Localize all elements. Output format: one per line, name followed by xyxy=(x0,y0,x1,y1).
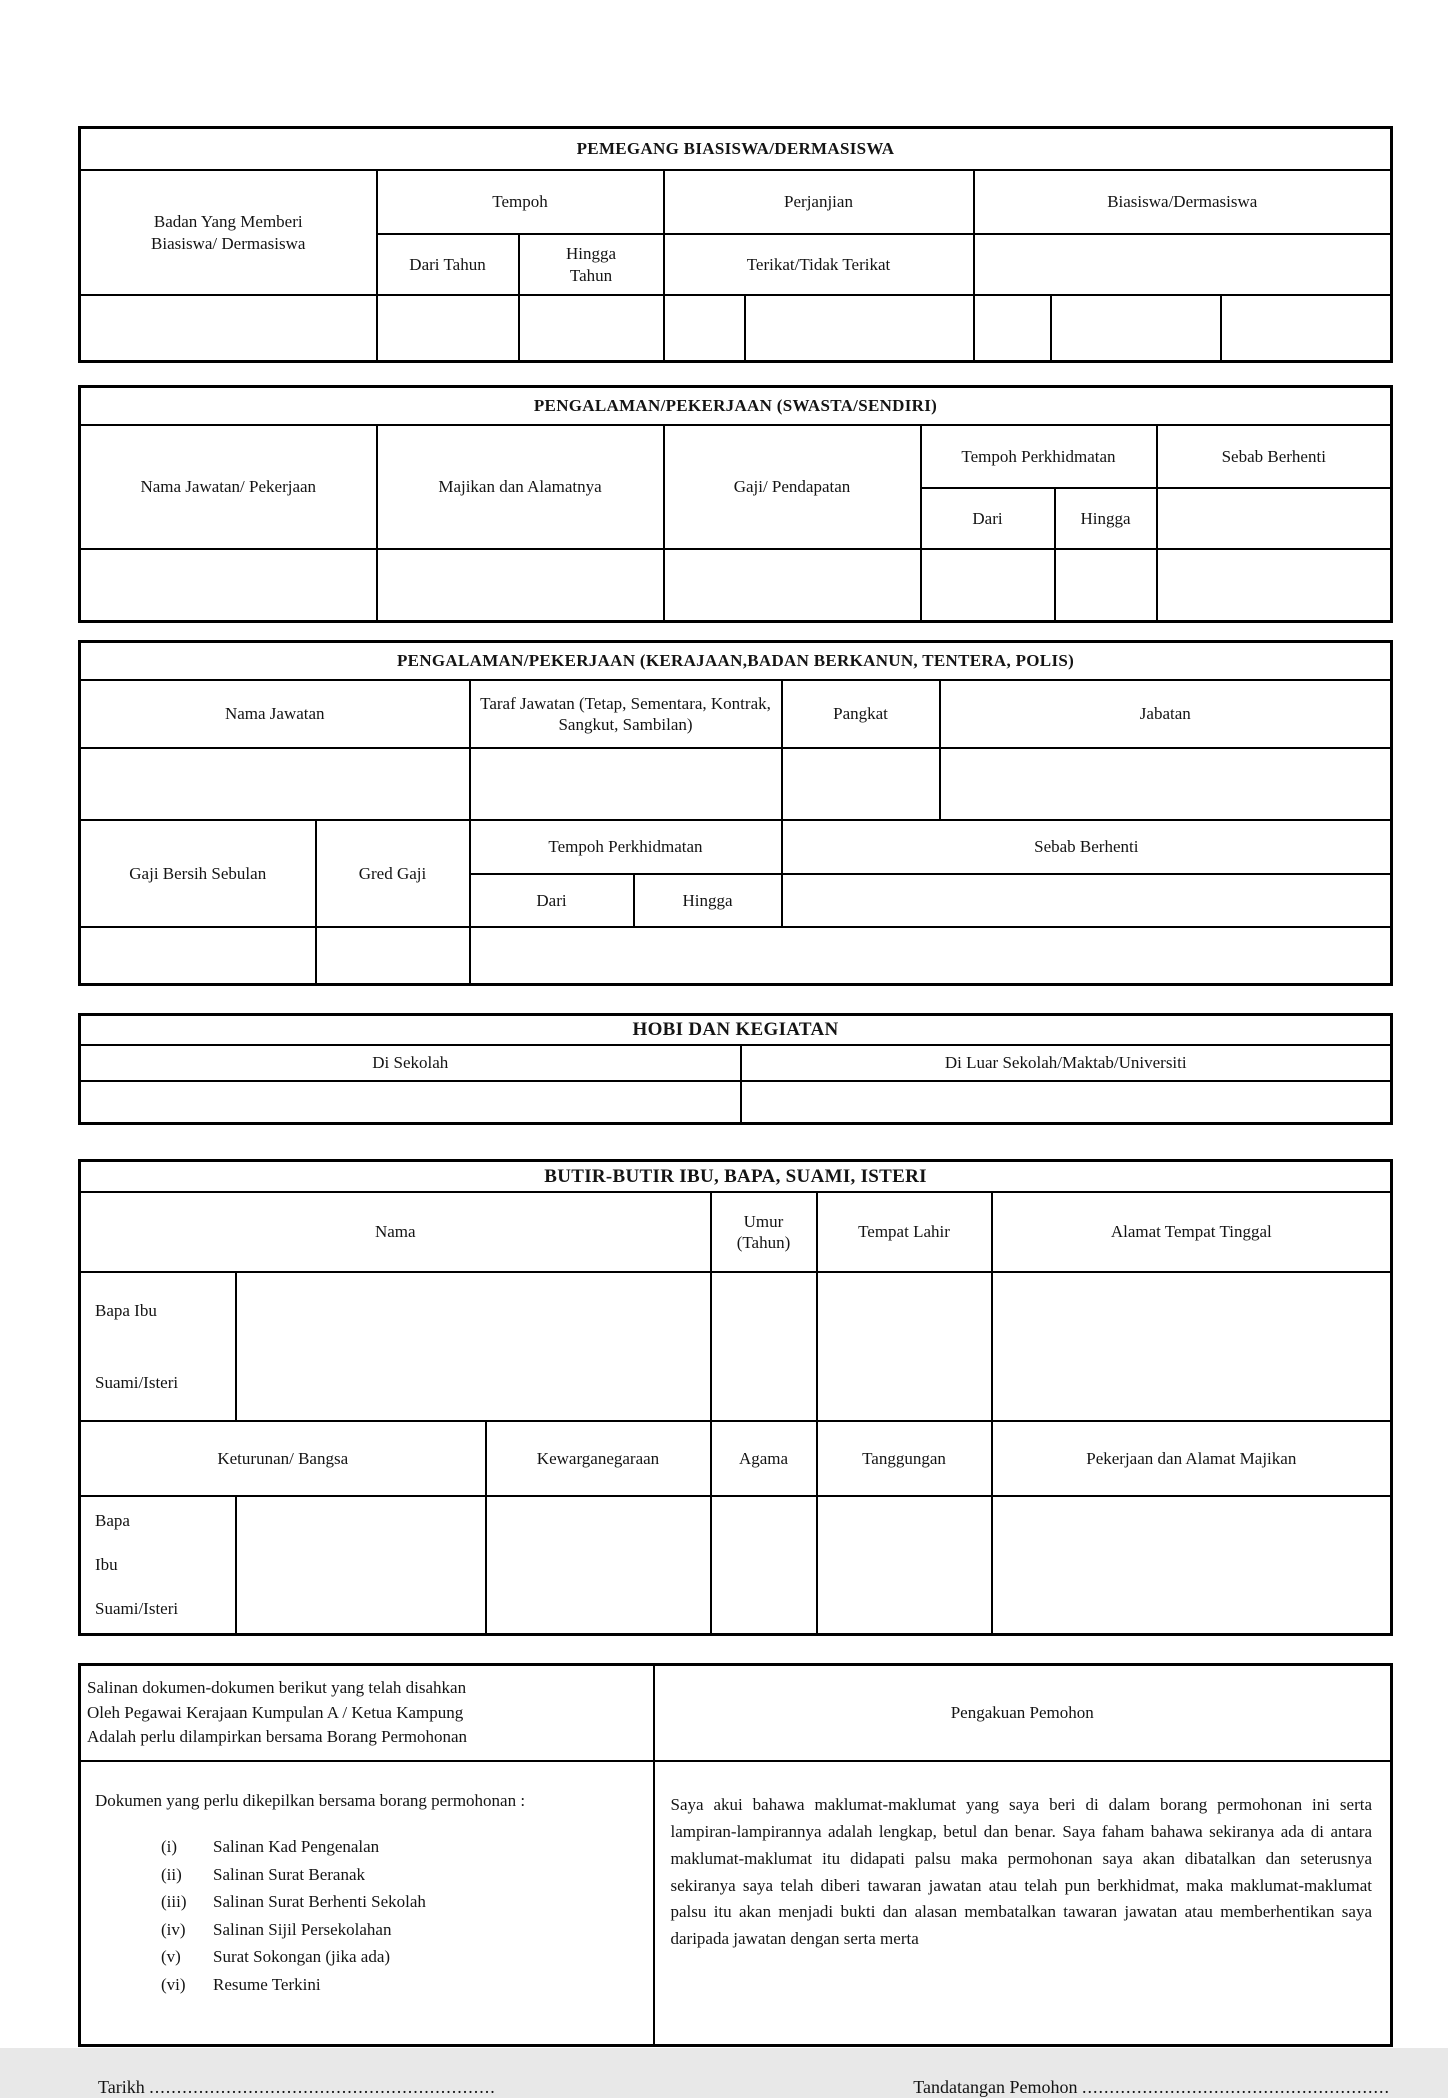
footer-signature-row xyxy=(78,2077,1390,2098)
table3-title: PENGALAMAN/PEKERJAAN (KERAJAAN,BADAN BERKANUN, TENTERA, POLIS) xyxy=(80,642,1392,681)
t5-umur-input-cell[interactable] xyxy=(711,1272,817,1421)
table-pengalaman-swasta xyxy=(78,385,1393,623)
table-dokumen-pengakuan xyxy=(78,1663,1393,2047)
list-item: (iv) Salinan Sijil Persekolahan xyxy=(161,1919,392,1939)
t1-biasiswa-input-cell-c[interactable] xyxy=(1221,295,1392,362)
t2-dari-input-cell[interactable] xyxy=(921,549,1055,622)
t5-pekerjaan-input-cell[interactable] xyxy=(992,1496,1392,1635)
t2-header-sebab-berhenti: Sebab Berhenti xyxy=(1157,425,1392,488)
t2-majikan-input-cell[interactable] xyxy=(377,549,664,622)
table-pemegang-biasiswa xyxy=(78,126,1393,363)
t3-tempoh-sebab-input-cell[interactable] xyxy=(470,927,1392,985)
t5-header-nama: Nama xyxy=(80,1192,711,1272)
table2-title: PENGALAMAN/PEKERJAAN (SWASTA/SENDIRI) xyxy=(80,387,1392,426)
t5-tanggungan-input-cell[interactable] xyxy=(817,1496,992,1635)
t5-header-umur: Umur (Tahun) xyxy=(711,1192,817,1272)
t1-perjanjian-input-cell-a[interactable] xyxy=(664,295,745,362)
t5-agama-input-cell[interactable] xyxy=(711,1496,817,1635)
t2-header-gaji: Gaji/ Pendapatan xyxy=(664,425,921,549)
t2-header-majikan: Majikan dan Alamatnya xyxy=(377,425,664,549)
tarikh-dotted-line[interactable]: ............................................................... xyxy=(149,2077,496,2097)
t6-document-list xyxy=(95,1833,643,1998)
t3-gaji-input-cell[interactable] xyxy=(80,927,316,985)
t5-tempat-lahir-input-cell[interactable] xyxy=(817,1272,992,1421)
t1-hingga-tahun-input-cell[interactable] xyxy=(519,295,664,362)
t1-header-perjanjian: Perjanjian xyxy=(664,170,974,234)
t2-header-dari: Dari xyxy=(921,488,1055,549)
t5-row1-labels xyxy=(80,1272,236,1421)
t1-header-badan: Badan Yang Memberi Biasiswa/ Dermasiswa xyxy=(80,170,377,295)
t3-header-gaji-bersih: Gaji Bersih Sebulan xyxy=(80,820,316,927)
t1-perjanjian-input-cell-b[interactable] xyxy=(745,295,974,362)
t1-dari-tahun-input-cell[interactable] xyxy=(377,295,519,362)
t5-header-tanggungan: Tanggungan xyxy=(817,1421,992,1496)
t4-luar-input-cell[interactable] xyxy=(741,1081,1392,1124)
table-pengalaman-kerajaan xyxy=(78,640,1393,986)
t3-taraf-input-cell[interactable] xyxy=(470,748,782,820)
t5-label-bapa: Bapa xyxy=(95,1511,130,1531)
t1-biasiswa-subheader-blank xyxy=(974,234,1392,295)
t2-sebab-input-cell[interactable] xyxy=(1157,549,1392,622)
t3-pangkat-input-cell[interactable] xyxy=(782,748,940,820)
list-item: (ii) Salinan Surat Beranak xyxy=(161,1864,366,1884)
t2-gaji-input-cell[interactable] xyxy=(664,549,921,622)
t1-header-hingga-tahun: Hingga Tahun xyxy=(519,234,664,295)
t3-jabatan-input-cell[interactable] xyxy=(940,748,1392,820)
t6-declaration-text: Saya akui bahawa maklumat-maklumat yang saya beri di dalam borang permohonan ini serta lampiran-lampirannya adalah lengkap, betul dan benar. Saya faham bahawa sekiranya ada di antara maklumat-maklumat itu didapati palsu maka permohonan saya akan dibatalkan dan seterusnya sekiranya saya telah diberi tawaran jawatan atau telah pun berkhidmat, maka maklumat-maklumat palsu itu akan menjadi bukti dan alasan membatalkan tawaran jawatan atau memberhentikan saya daripada jawatan dengan serta merta xyxy=(654,1761,1392,2046)
t3-header-dari: Dari xyxy=(470,874,634,927)
t4-header-di-sekolah: Di Sekolah xyxy=(80,1045,741,1081)
t5-nama-input-cell[interactable] xyxy=(236,1272,711,1421)
t5-keturunan-input-cell[interactable] xyxy=(236,1496,486,1635)
t3-header-pangkat: Pangkat xyxy=(782,680,940,748)
t5-label-ibu: Ibu xyxy=(95,1555,118,1575)
t5-header-agama: Agama xyxy=(711,1421,817,1496)
table5-title: BUTIR-BUTIR IBU, BAPA, SUAMI, ISTERI xyxy=(80,1161,1392,1193)
t5-header-alamat: Alamat Tempat Tinggal xyxy=(992,1192,1392,1272)
t6-documents-intro: Dokumen yang perlu dikepilkan bersama borang permohonan : xyxy=(95,1791,526,1810)
t3-header-nama-jawatan: Nama Jawatan xyxy=(80,680,470,748)
t5-label-bapa-ibu: Bapa Ibu xyxy=(95,1301,157,1321)
t2-header-nama-jawatan: Nama Jawatan/ Pekerjaan xyxy=(80,425,377,549)
t4-sekolah-input-cell[interactable] xyxy=(80,1081,741,1124)
t3-header-sebab-berhenti: Sebab Berhenti xyxy=(782,820,1392,874)
tarikh-label: Tarikh xyxy=(98,2077,145,2097)
list-item: (i) Salinan Kad Pengenalan xyxy=(161,1837,380,1857)
table-butir-keluarga xyxy=(78,1159,1393,1636)
t1-badan-input-cell[interactable] xyxy=(80,295,377,362)
t1-biasiswa-input-cell-b[interactable] xyxy=(1051,295,1221,362)
t2-sebab-subheader-blank xyxy=(1157,488,1392,549)
t3-nama-input-cell[interactable] xyxy=(80,748,470,820)
t5-header-keturunan: Keturunan/ Bangsa xyxy=(80,1421,486,1496)
t2-hingga-input-cell[interactable] xyxy=(1055,549,1157,622)
t1-biasiswa-input-cell-a[interactable] xyxy=(974,295,1051,362)
t1-header-terikat: Terikat/Tidak Terikat xyxy=(664,234,974,295)
tarikh-field xyxy=(98,2077,496,2098)
t5-header-pekerjaan-majikan: Pekerjaan dan Alamat Majikan xyxy=(992,1421,1392,1496)
tandatangan-dotted-line[interactable]: ........................................................ xyxy=(1082,2077,1390,2097)
t5-kewarganegaraan-input-cell[interactable] xyxy=(486,1496,711,1635)
list-item: (v) Surat Sokongan (jika ada) xyxy=(161,1947,391,1967)
tandatangan-label: Tandatangan Pemohon xyxy=(913,2077,1078,2097)
t3-header-jabatan: Jabatan xyxy=(940,680,1392,748)
t2-header-hingga: Hingga xyxy=(1055,488,1157,549)
t5-header-kewarganegaraan: Kewarganegaraan xyxy=(486,1421,711,1496)
t3-gred-input-cell[interactable] xyxy=(316,927,470,985)
t2-nama-input-cell[interactable] xyxy=(80,549,377,622)
t5-label-suami-isteri: Suami/Isteri xyxy=(95,1372,179,1392)
table-hobi-kegiatan xyxy=(78,1013,1393,1125)
t5-header-tempat-lahir: Tempat Lahir xyxy=(817,1192,992,1272)
t4-header-di-luar-sekolah: Di Luar Sekolah/Maktab/Universiti xyxy=(741,1045,1392,1081)
t3-header-hingga: Hingga xyxy=(634,874,782,927)
t3-header-tempoh-perkhidmatan: Tempoh Perkhidmatan xyxy=(470,820,782,874)
form-content xyxy=(78,126,1390,2098)
t5-row2-labels xyxy=(80,1496,236,1635)
t3-header-gred-gaji: Gred Gaji xyxy=(316,820,470,927)
t6-documents-cell xyxy=(80,1761,654,2046)
t3-sebab-input-cell[interactable] xyxy=(782,874,1392,927)
t2-header-tempoh-perkhidmatan: Tempoh Perkhidmatan xyxy=(921,425,1157,488)
t3-header-taraf-jawatan: Taraf Jawatan (Tetap, Sementara, Kontrak, Sangkut, Sambilan) xyxy=(470,680,782,748)
table1-title: PEMEGANG BIASISWA/DERMASISWA xyxy=(80,128,1392,171)
table4-title: HOBI DAN KEGIATAN xyxy=(80,1015,1392,1046)
t5-label-suami-isteri-2: Suami/Isteri xyxy=(95,1599,179,1619)
t1-header-dari-tahun: Dari Tahun xyxy=(377,234,519,295)
t1-header-biasiswa: Biasiswa/Dermasiswa xyxy=(974,170,1392,234)
t6-left-header: Salinan dokumen-dokumen berikut yang telah disahkan Oleh Pegawai Kerajaan Kumpulan A / Ketua Kampung Adalah perlu dilampirkan bersama Borang Permohonan xyxy=(80,1665,654,1762)
t6-header-pengakuan-pemohon: Pengakuan Pemohon xyxy=(654,1665,1392,1762)
list-item: (iii) Salinan Surat Berhenti Sekolah xyxy=(161,1892,426,1912)
t1-header-tempoh: Tempoh xyxy=(377,170,664,234)
list-item: (vi) Resume Terkini xyxy=(161,1974,321,1994)
t5-alamat-input-cell[interactable] xyxy=(992,1272,1392,1421)
tandatangan-field xyxy=(913,2077,1390,2098)
